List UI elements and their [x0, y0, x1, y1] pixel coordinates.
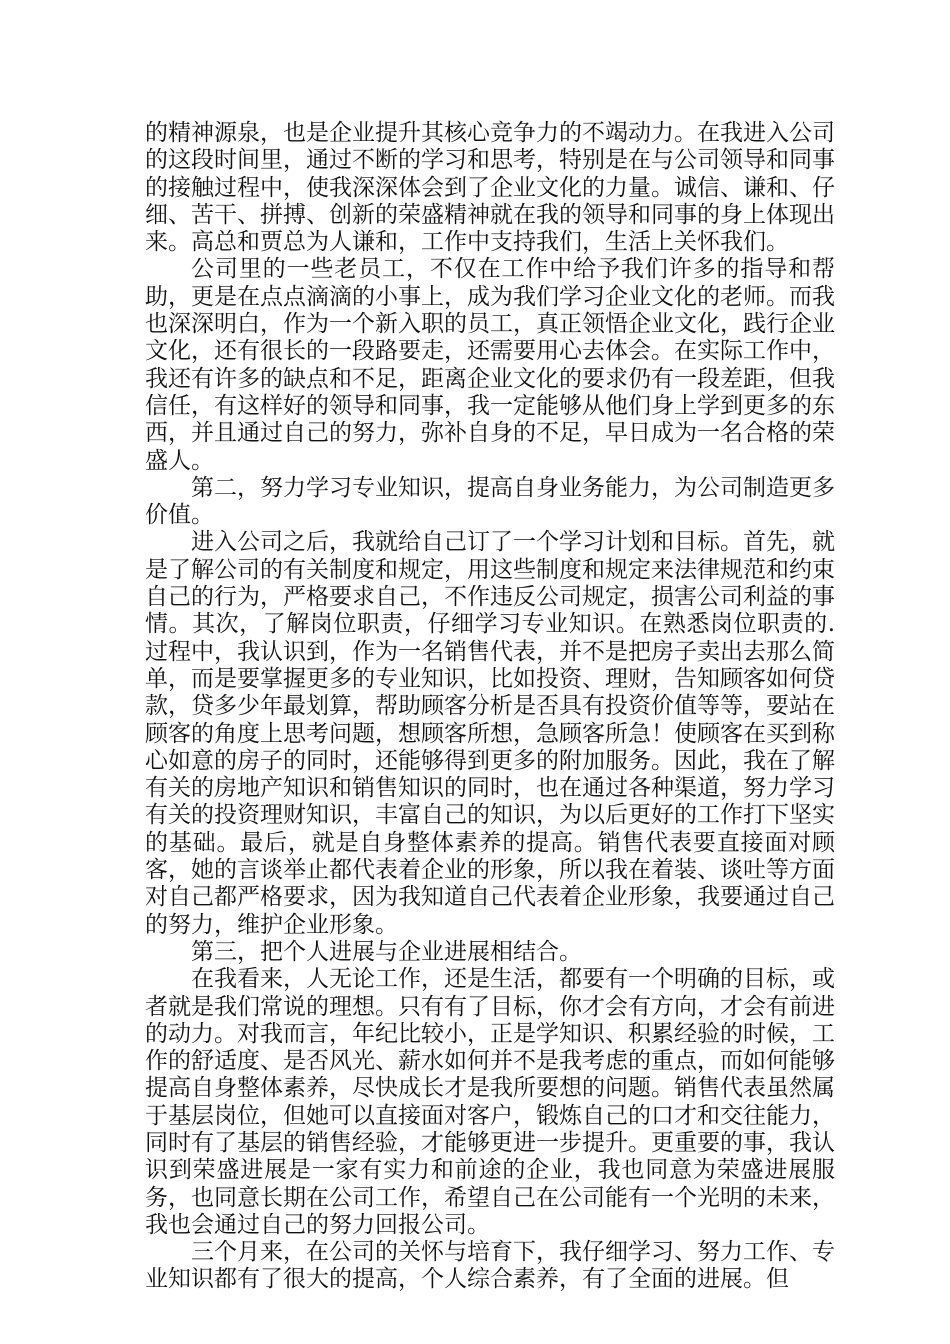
document-page [145, 120, 835, 1294]
paragraph-4: 进入公司之后，我就给自己订了一个学习计划和目标。首先，就是了解公司的有关制度和规定，用这些制度和规定来法律规范和约束自己的行为，严格要求自己，不作违反公司规定，损害公司利益的事情。其次，了解岗位职责，仔细学习专业知识。在熟悉岗位职责的.过程中，我认识到，作为一名销售代表，并不是把房子卖出去那么简单，而是要掌握更多的专业知识，比如投资、理财，告知顾客如何贷款，贷多少年最划算，帮助顾客分析是否具有投资价值等等，要站在顾客的角度上思考问题，想顾客所想，急顾客所急！使顾客在买到称心如意的房子的同时，还能够得到更多的附加服务。因此，我在了解有关的房地产知识和销售知识的同时，也在通过各种渠道，努力学习有关的投资理财知识，丰富自己的知识，为以后更好的工作打下坚实的基础。最后，就是自身整体素养的提高。销售代表要直接面对顾客，她的言谈举止都代表着企业的形象，所以我在着装、谈吐等方面对自己都严格要求，因为我知道自己代表着企业形象，我要通过自己的努力，维护企业形象。 [145, 529, 835, 938]
paragraph-1: 的精神源泉，也是企业提升其核心竞争力的不竭动力。在我进入公司的这段时间里，通过不断的学习和思考，特别是在与公司领导和同事的接触过程中，使我深深体会到了企业文化的力量。诚信、谦和、仔细、苦干、拼搏、创新的荣盛精神就在我的领导和同事的身上体现出来。高总和贾总为人谦和，工作中支持我们，生活上关怀我们。 [145, 120, 835, 256]
paragraph-7: 三个月来，在公司的关怀与培育下，我仔细学习、努力工作、专业知识都有了很大的提高，个人综合素养，有了全面的进展。但 [145, 1239, 835, 1293]
paragraph-2: 公司里的一些老员工，不仅在工作中给予我们许多的指导和帮助，更是在点点滴滴的小事上，成为我们学习企业文化的老师。而我也深深明白，作为一个新入职的员工，真正领悟企业文化，践行企业文化，还有很长的一段路要走，还需要用心去体会。在实际工作中，我还有许多的缺点和不足，距离企业文化的要求仍有一段差距，但我信任，有这样好的领导和同事，我一定能够从他们身上学到更多的东西，并且通过自己的努力，弥补自身的不足，早日成为一名合格的荣盛人。 [145, 256, 835, 474]
paragraph-5-heading-third: 第三，把个人进展与企业进展相结合。 [191, 938, 582, 965]
paragraph-6: 在我看来，人无论工作，还是生活，都要有一个明确的目标，或者就是我们常说的理想。只有有了目标，你才会有方向，才会有前进的动力。对我而言，年纪比较小，正是学知识、积累经验的时候，工作的舒适度、是否风光、薪水如何并不是我考虑的重点，而如何能够提高自身整体素养，尽快成长才是我所要想的问题。销售代表虽然属于基层岗位，但她可以直接面对客户，锻炼自己的口才和交往能力，同时有了基层的销售经验，才能够更进一步提升。更重要的事，我认识到荣盛进展是一家有实力和前途的企业，我也同意为荣盛进展服务，也同意长期在公司工作，希望自己在公司能有一个光明的未来，我也会通过自己的努力回报公司。 [145, 966, 835, 1238]
paragraph-3-heading-second: 第二，努力学习专业知识，提高自身业务能力，为公司制造更多价值。 [145, 474, 835, 529]
